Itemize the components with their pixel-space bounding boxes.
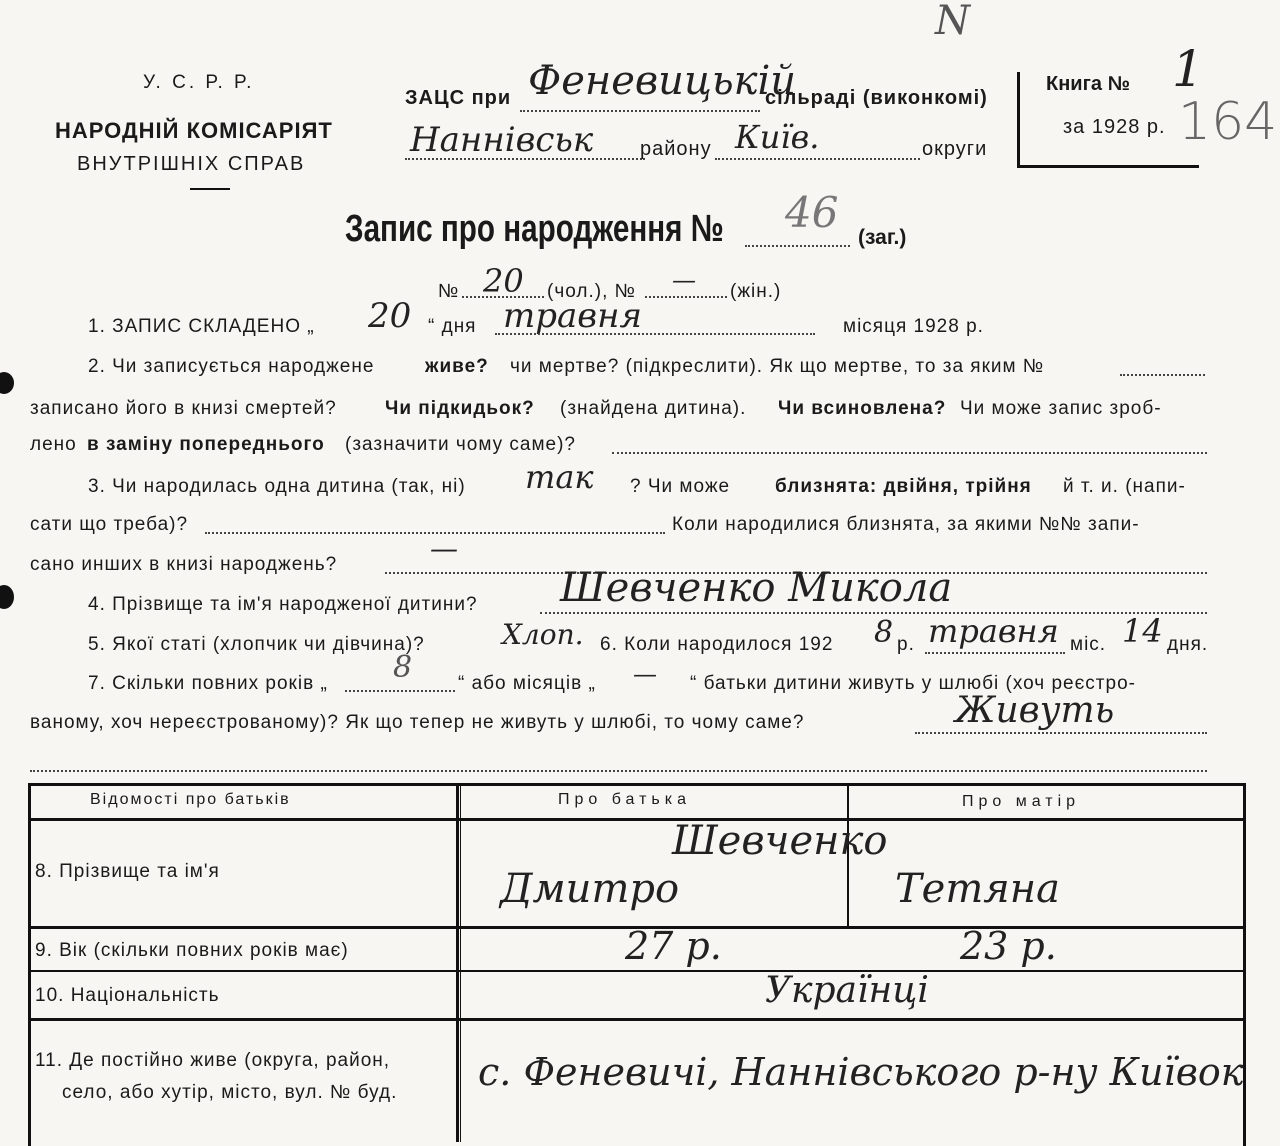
q6-p: р. <box>897 634 915 655</box>
table-header-mother: Про матір <box>962 793 1081 810</box>
q3-line1b: ? Чи може <box>630 476 731 497</box>
q6-dnya: дня. <box>1167 634 1209 655</box>
q7-line2: ваному, хоч нереєстрованому)? Як що тепер не живуть у шлюбі, то чому саме? <box>30 712 805 733</box>
row-residence-value: с. Феневичі, Наннівського р-ну Київок <box>478 1050 1244 1094</box>
q7-line3-dots <box>30 770 1207 772</box>
table-row-divider <box>28 1018 1243 1021</box>
q2-line2b: (знайдена дитина). <box>560 398 747 419</box>
book-number: 1 <box>1172 40 1204 98</box>
row-age-mother: 23 р. <box>960 924 1057 968</box>
table-header-info: Відомості про батьків <box>90 791 291 808</box>
row-age-label: 9. Вік (скільки повних років має) <box>35 940 349 961</box>
q2-adopted: Чи всиновлена? <box>778 398 947 419</box>
book-label: Книга № <box>1046 73 1130 95</box>
q2-line3b: (зазначити чому саме)? <box>345 434 576 455</box>
q3-dash: — <box>430 532 458 565</box>
zags-suffix: сільраді (виконкомі) <box>765 87 988 109</box>
book-box-bottom <box>1017 165 1199 168</box>
q2-line1b: чи мертве? (підкреслити). Як що мертве, то за яким № <box>510 356 1045 377</box>
q6-year: 8 <box>874 615 894 650</box>
record-suffix: (заг.) <box>858 226 907 249</box>
table-header-father: Про батька <box>558 791 691 808</box>
row-residence-label-1: 11. Де постійно живе (округа, район, <box>35 1050 391 1071</box>
commissariat-name: НАРОДНІЙ КОМІСАРІЯТ <box>55 118 333 143</box>
q5-label: 5. Якої статі (хлопчик чи дівчина)? <box>88 634 425 655</box>
q7-line2-dots <box>915 732 1207 734</box>
q7-years: 8 <box>393 650 413 685</box>
district-line <box>405 158 645 160</box>
male-number: 20 <box>483 262 524 300</box>
punch-hole <box>0 585 14 609</box>
zags-prefix: ЗАЦС при <box>405 87 512 109</box>
male-label: (чол.), № <box>547 281 637 302</box>
republic-name: У. С. Р. Р. <box>143 72 255 93</box>
q3-twins: близнята: двійня, трійня <box>775 476 1032 497</box>
q4-value: Шевченко Микола <box>560 565 953 611</box>
q1-month-line <box>495 333 815 335</box>
q2-line2a: записано його в книзі смертей? <box>30 398 337 419</box>
q4-line <box>540 612 1207 614</box>
q6-day: 14 <box>1122 612 1163 650</box>
okrug-value: Київ. <box>735 118 820 156</box>
q6-month-line <box>925 652 1065 654</box>
row-age-father: 27 р. <box>625 924 722 968</box>
q6-mis: міс. <box>1070 634 1107 655</box>
row-name-label: 8. Прізвище та ім'я <box>35 861 220 882</box>
zags-place-line <box>520 110 760 112</box>
q2-line3a: лено <box>30 434 77 455</box>
female-label: (жін.) <box>730 281 782 302</box>
q1-day: 20 <box>368 296 412 336</box>
q1-mid: “ дня <box>428 316 477 337</box>
q3-answer: так <box>525 458 594 496</box>
q1-end: місяця 1928 р. <box>843 316 984 337</box>
okrug-line <box>715 158 920 160</box>
female-line <box>645 296 727 298</box>
book-page: 164 <box>1178 92 1278 152</box>
q2-line1-dots <box>1120 374 1205 376</box>
q7-months: — <box>633 660 657 688</box>
q6-month: травня <box>928 612 1059 650</box>
q3-line3: сано инших в книзі народжень? <box>30 554 338 575</box>
row-name-mother: Тетяна <box>895 866 1060 912</box>
q6-label: 6. Коли народилося 192 <box>600 634 834 655</box>
table-row-divider <box>28 970 1243 972</box>
q3-line2a: сати що треба)? <box>30 514 189 535</box>
department-name: ВНУТРІШНІХ СПРАВ <box>77 153 306 175</box>
corner-mark: N <box>935 0 970 44</box>
record-number-line <box>745 245 850 247</box>
table-col-divider <box>460 783 461 1142</box>
q7-line1b: “ або місяців „ <box>458 673 596 694</box>
q2-line3-dots <box>612 452 1207 454</box>
q7-line1a: 7. Скільки повних років „ <box>88 673 328 694</box>
q2-line1: 2. Чи записується народжене <box>88 356 375 377</box>
row-name-father: Дмитро <box>500 866 680 912</box>
female-number: — <box>672 266 696 294</box>
q2-found: Чи підкидьок? <box>385 398 535 419</box>
district-label: району <box>640 138 712 160</box>
row-residence-label-2: село, або хутір, місто, вул. № буд. <box>62 1082 398 1103</box>
book-year: за 1928 р. <box>1063 116 1166 138</box>
q7-value: Живуть <box>955 690 1115 731</box>
book-box-left <box>1017 72 1020 168</box>
header-divider <box>190 188 230 190</box>
record-number: 46 <box>785 188 839 237</box>
zags-place: Феневицькій <box>528 58 797 104</box>
q1-label: 1. ЗАПИС СКЛАДЕНО „ <box>88 316 315 337</box>
table-row-divider <box>28 818 1243 821</box>
q2-line2c: Чи може запис зроб- <box>960 398 1162 419</box>
q7-years-line <box>345 690 455 692</box>
punch-hole <box>0 372 14 394</box>
q1-month: травня <box>503 296 642 336</box>
q3-line1c: й т. и. (напи- <box>1063 476 1186 497</box>
q2-replace: в заміну попереднього <box>87 434 325 455</box>
okrug-label: округи <box>922 138 988 160</box>
table-col-divider <box>456 783 459 1142</box>
q3-line1a: 3. Чи народилась одна дитина (так, ні) <box>88 476 466 497</box>
q2-alive: живе? <box>425 356 489 377</box>
male-prefix: № <box>438 281 460 302</box>
district-value: Наннівськ <box>410 120 594 160</box>
record-title: Запис про народження № <box>345 208 724 250</box>
q4-label: 4. Прізвище та ім'я народженої дитини? <box>88 594 478 615</box>
row-nationality-label: 10. Національність <box>35 985 220 1006</box>
q5-value: Хлоп. <box>502 618 584 651</box>
row-nationality-value: Українці <box>765 970 929 1011</box>
row-name-surname: Шевченко <box>672 818 888 864</box>
q3-line2b: Коли народилися близнята, за якими №№ запи- <box>672 514 1140 535</box>
q7-line1c: “ батьки дитини живуть у шлюбі (хоч реєстро- <box>690 673 1136 694</box>
